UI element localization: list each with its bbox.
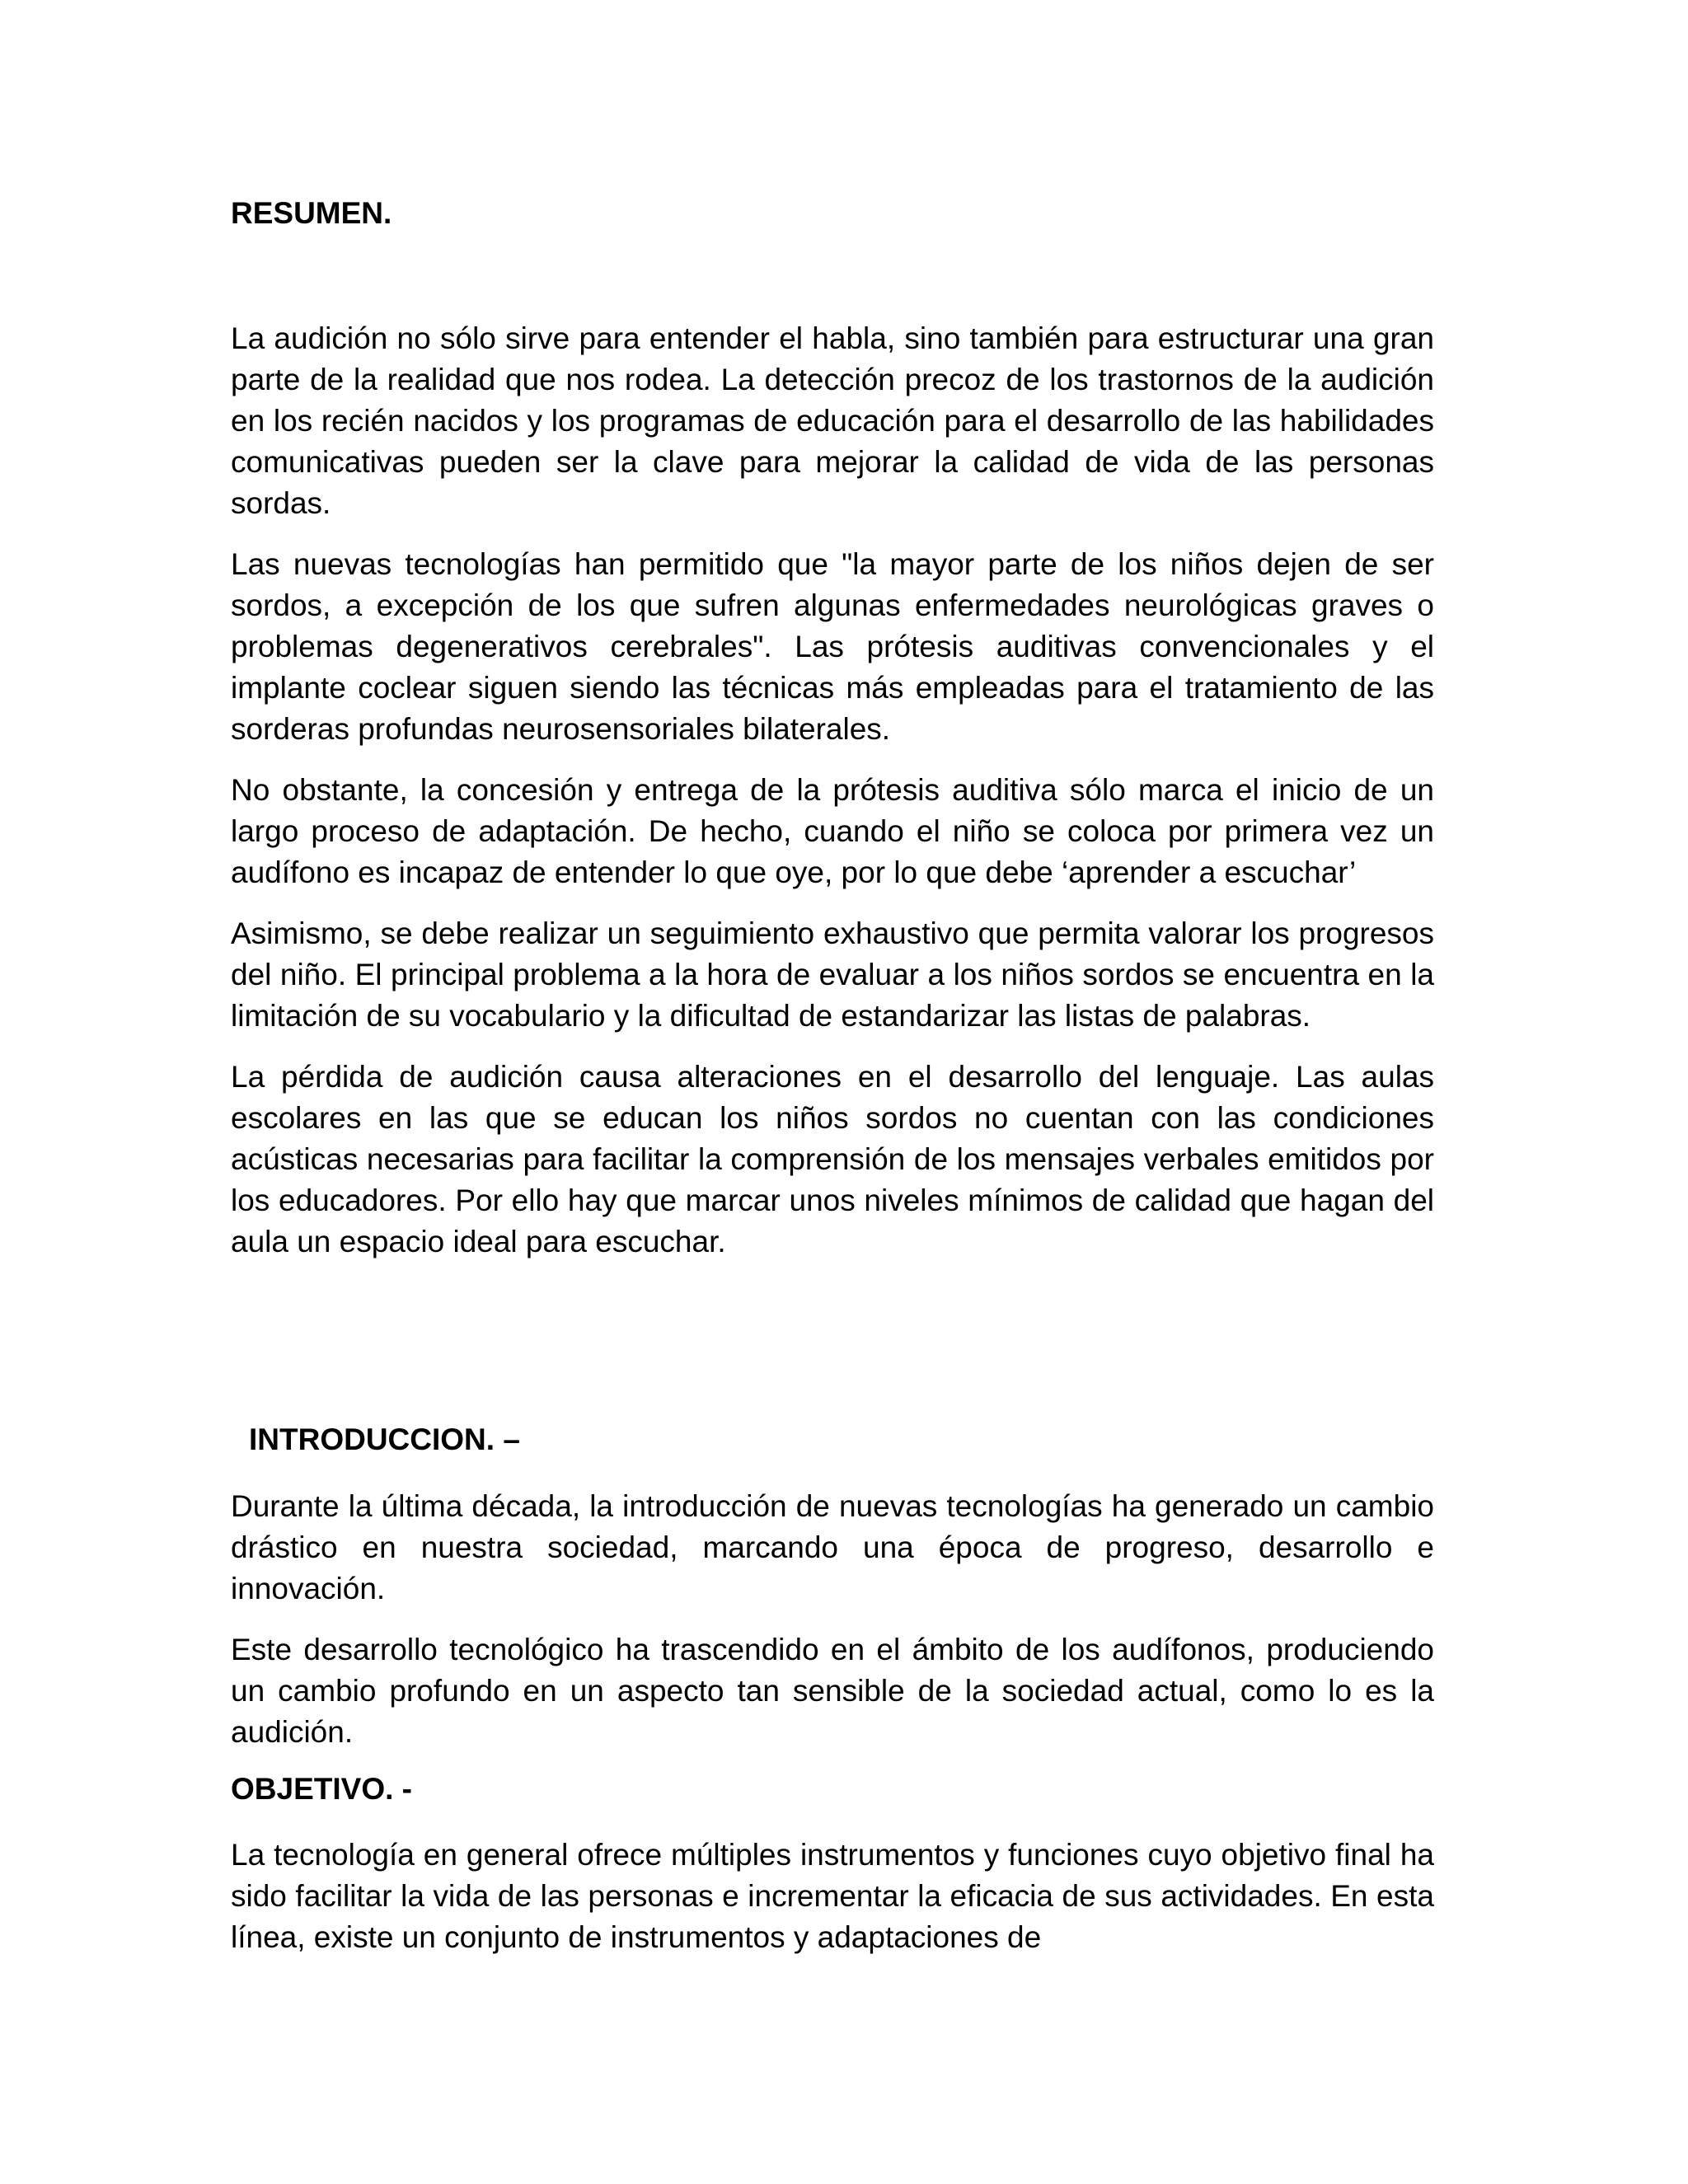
resumen-body (231, 318, 1434, 1263)
resumen-paragraph-2: Las nuevas tecnologías han permitido que "la mayor parte de los niños dejen de ser sordos, a excepción de los que sufren algunas enfermedades neurológicas graves o problemas degenerativos cerebrales". Las prótesis auditivas convencionales y el implante coclear siguen siendo las técnicas más empleadas para el tratamiento de las sorderas profundas neurosensoriales bilaterales. (231, 547, 1434, 746)
objetivo-heading: OBJETIVO. - (231, 1772, 412, 1806)
resumen-paragraph-3: No obstante, la concesión y entrega de la prótesis auditiva sólo marca el inicio de un largo proceso de adaptación. De hecho, cuando el niño se coloca por primera vez un audífono es incapaz de entender lo que oye, por lo que debe ‘aprender a escuchar’ (231, 773, 1434, 889)
resumen-paragraph-1: La audición no sólo sirve para entender el habla, sino también para estructurar una gran parte de la realidad que nos rodea. La detección precoz de los trastornos de la audición en los recién nacidos y los programas de educación para el desarrollo de las habilidades comunicativas pueden ser la clave para mejorar la calidad de vida de las personas sordas. (231, 321, 1434, 520)
resumen-heading: RESUMEN. (231, 196, 392, 230)
objetivo-paragraph-1: La tecnología en general ofrece múltiples instrumentos y funciones cuyo objetivo final ha sido facilitar la vida de las personas e incrementar la eficacia de sus actividades. En esta línea, existe un conjunto de instrumentos y adaptaciones de (231, 1838, 1434, 1954)
resumen-paragraph-5: La pérdida de audición causa alteraciones en el desarrollo del lenguaje. Las aulas escolares en las que se educan los niños sordos no cuentan con las condiciones acústicas necesarias para facilitar la comprensión de los mensajes verbales emitidos por los educadores. Por ello hay que marcar unos niveles mínimos de calidad que hagan del aula un espacio ideal para escuchar. (231, 1060, 1434, 1258)
objetivo-body (231, 1835, 1434, 1958)
resumen-paragraph-4: Asimismo, se debe realizar un seguimiento exhaustivo que permita valorar los progresos del niño. El principal problema a la hora de evaluar a los niños sordos se encuentra en la limitación de su vocabulario y la dificultad de estandarizar las listas de palabras. (231, 916, 1434, 1033)
introduccion-heading: INTRODUCCION. – (249, 1422, 520, 1456)
introduccion-paragraph-2: Este desarrollo tecnológico ha trascendido en el ámbito de los audífonos, produciendo un cambio profundo en un aspecto tan sensible de la sociedad actual, como lo es la audición. (231, 1633, 1434, 1749)
introduccion-body (231, 1486, 1434, 1753)
introduccion-paragraph-1: Durante la última década, la introducción de nuevas tecnologías ha generado un cambio drástico en nuestra sociedad, marcando una época de progreso, desarrollo e innovación. (231, 1489, 1434, 1605)
